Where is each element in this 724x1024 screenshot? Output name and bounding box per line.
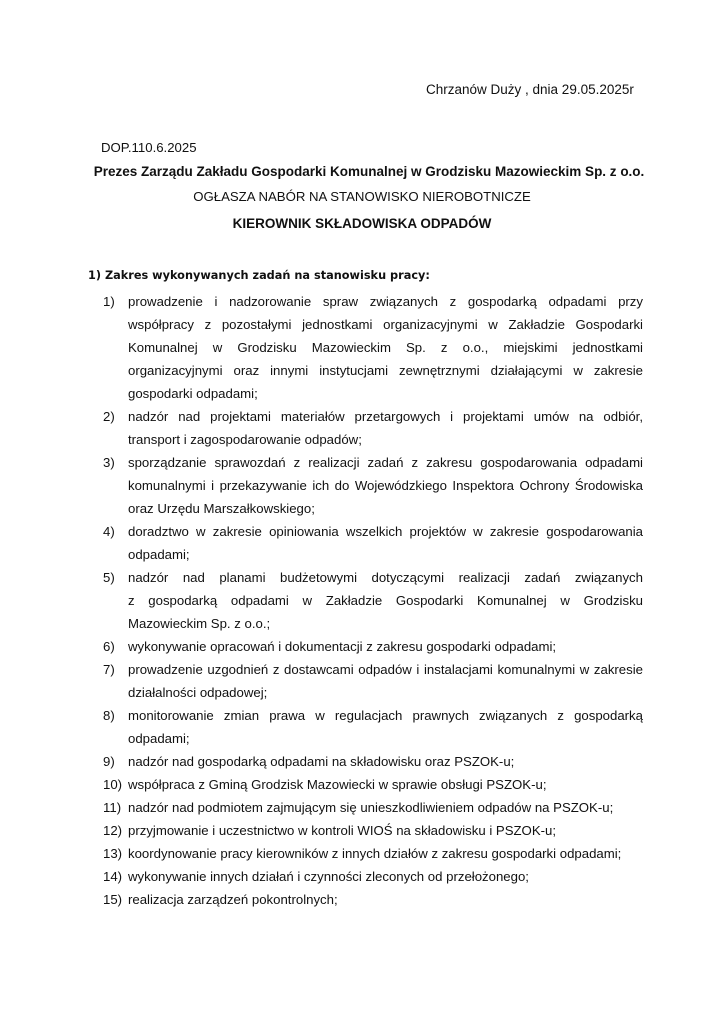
section-heading: 1) Zakres wykonywanych zadań na stanowisku pracy:	[88, 269, 430, 282]
task-item	[103, 635, 643, 658]
task-line: nadzór nad gospodarką odpadami na składowisku oraz PSZOK-u;	[128, 754, 515, 769]
task-item	[103, 842, 643, 865]
task-line: Komunalnej w Grodzisku Mazowieckim Sp. z o.o., miejskimi jednostkami	[128, 340, 643, 355]
announcement-heading: OGŁASZA NABÓR NA STANOWISKO NIEROBOTNICZE	[193, 189, 531, 204]
task-line: nadzór nad podmiotem zajmującym się unieszkodliwieniem odpadów na PSZOK-u;	[128, 800, 614, 815]
task-number: 9)	[103, 754, 115, 769]
task-number: 10)	[103, 777, 123, 792]
task-number: 5)	[103, 570, 115, 585]
task-line: prowadzenie uzgodnień z dostawcami odpadów i instalacjami komunalnymi w zakresie	[128, 662, 643, 677]
task-number: 14)	[103, 869, 123, 884]
task-line: nadzór nad planami budżetowymi dotyczącymi realizacji zadań związanych	[128, 570, 643, 585]
task-item	[103, 773, 643, 796]
task-line: doradztwo w zakresie opiniowania wszelkich projektów w zakresie gospodarowania	[128, 524, 643, 539]
position-title: KIEROWNIK SKŁADOWISKA ODPADÓW	[232, 216, 492, 231]
task-number: 13)	[103, 846, 123, 861]
task-list	[103, 290, 643, 911]
task-text	[128, 566, 643, 635]
task-number: 11)	[103, 800, 122, 815]
task-line: z gospodarką odpadami w Zakładzie Gospodarki Komunalnej w Grodzisku	[128, 593, 643, 608]
task-item	[103, 520, 643, 566]
task-item	[103, 704, 643, 750]
task-line: odpadami;	[128, 731, 190, 746]
task-line: oraz Urzędu Marszałkowskiego;	[128, 501, 315, 516]
task-line: koordynowanie pracy kierowników z innych działów z zakresu gospodarki odpadami;	[128, 846, 622, 861]
task-line: prowadzenie i nadzorowanie spraw związanych z gospodarką odpadami przy	[128, 294, 643, 309]
task-line: Mazowieckim Sp. z o.o.;	[128, 616, 271, 631]
employer-heading: Prezes Zarządu Zakładu Gospodarki Komunalnej w Grodzisku Mazowieckim Sp. z o.o.	[93, 164, 645, 179]
task-line: wykonywanie innych działań i czynności zleconych od przełożonego;	[128, 869, 529, 884]
task-item	[103, 865, 643, 888]
task-text	[128, 888, 643, 911]
task-item	[103, 888, 643, 911]
task-number: 12)	[103, 823, 123, 838]
task-line: realizacja zarządzeń pokontrolnych;	[128, 892, 338, 907]
task-number: 7)	[103, 662, 115, 677]
task-line: działalności odpadowej;	[128, 685, 268, 700]
task-item	[103, 750, 643, 773]
task-text	[128, 658, 643, 704]
task-text	[128, 773, 643, 796]
task-line: sporządzanie sprawozdań z realizacji zadań z zakresu gospodarowania odpadami	[128, 455, 643, 470]
task-number: 1)	[103, 294, 115, 309]
task-number: 8)	[103, 708, 115, 723]
task-text	[128, 405, 643, 451]
task-text	[128, 451, 643, 520]
task-line: współpracy z pozostałymi jednostkami organizacyjnymi w Zakładzie Gospodarki	[128, 317, 643, 332]
task-item	[103, 405, 643, 451]
task-text	[128, 819, 643, 842]
task-item	[103, 658, 643, 704]
task-line: gospodarki odpadami;	[128, 386, 258, 401]
task-line: współpraca z Gminą Grodzisk Mazowiecki w sprawie obsługi PSZOK-u;	[128, 777, 547, 792]
task-item	[103, 290, 643, 405]
task-text	[128, 290, 643, 405]
task-line: nadzór nad projektami materiałów przetargowych i projektami umów na odbiór,	[128, 409, 643, 424]
task-line: wykonywanie opracowań i dokumentacji z zakresu gospodarki odpadami;	[128, 639, 557, 654]
task-item	[103, 819, 643, 842]
task-item	[103, 451, 643, 520]
task-number: 15)	[103, 892, 123, 907]
task-text	[128, 704, 643, 750]
task-line: przyjmowanie i uczestnictwo w kontroli WIOŚ na składowisku i PSZOK-u;	[128, 823, 557, 838]
task-number: 2)	[103, 409, 115, 424]
place-and-date: Chrzanów Duży , dnia 29.05.2025r	[426, 82, 634, 97]
task-line: odpadami;	[128, 547, 190, 562]
task-text	[128, 520, 643, 566]
task-number: 6)	[103, 639, 115, 654]
task-item	[103, 796, 643, 819]
task-line: monitorowanie zmian prawa w regulacjach prawnych związanych z gospodarką	[128, 708, 643, 723]
task-text	[128, 750, 643, 773]
task-number: 3)	[103, 455, 115, 470]
task-text	[128, 796, 643, 819]
task-line: organizacyjnymi oraz innymi instytucjami zewnętrznymi działającymi w zakresie	[128, 363, 643, 378]
task-text	[128, 635, 643, 658]
task-number: 4)	[103, 524, 115, 539]
task-text	[128, 865, 643, 888]
task-line: transport i zagospodarowanie odpadów;	[128, 432, 362, 447]
task-item	[103, 566, 643, 635]
task-line: komunalnymi i przekazywanie ich do Wojewódzkiego Inspektora Ochrony Środowiska	[128, 478, 643, 493]
task-text	[128, 842, 643, 865]
reference-number: DOP.110.6.2025	[101, 140, 197, 155]
